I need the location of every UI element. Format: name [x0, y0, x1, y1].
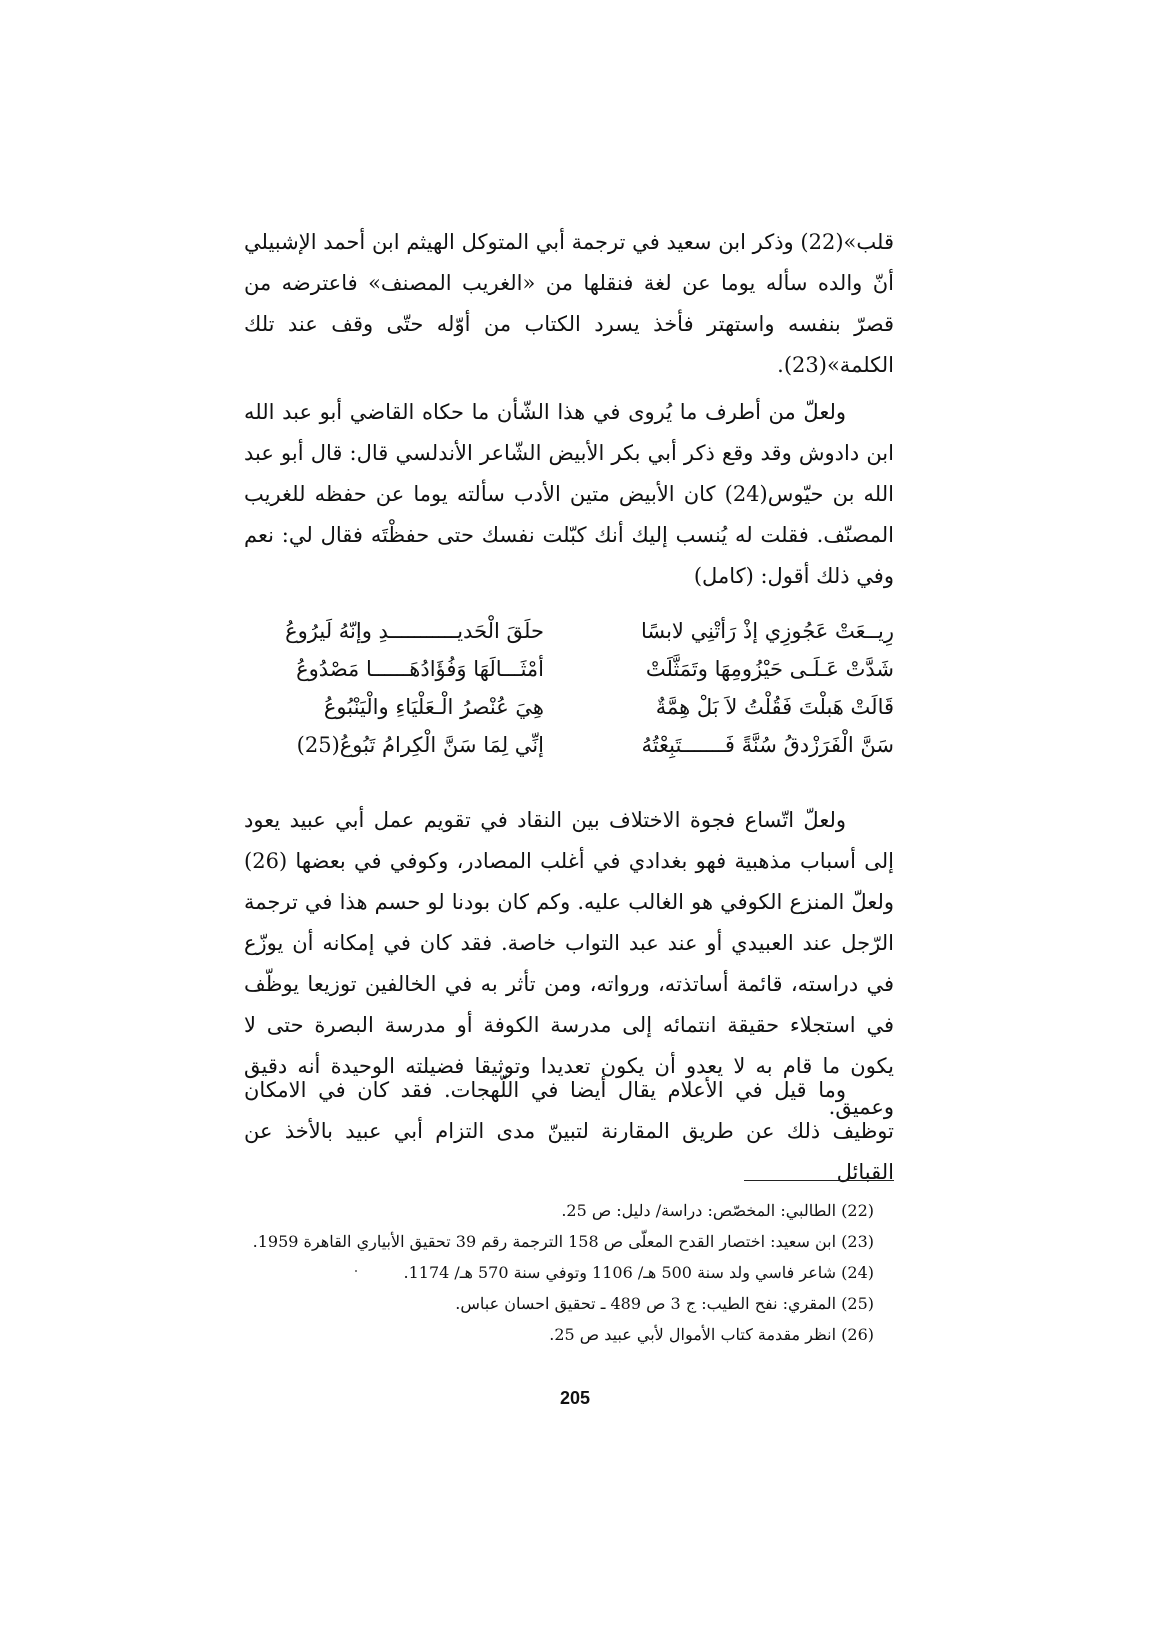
- poem-verse: [244, 612, 894, 650]
- verse-second-hemistich: أمْثَـــالَهَا وَفُؤَادُهَــــــا مَصْدُوعُ: [296, 657, 544, 681]
- paragraph-2: [244, 392, 894, 597]
- poem-verse: [244, 688, 894, 726]
- poem-verse: [244, 726, 894, 764]
- poem-verse: [244, 650, 894, 688]
- verse-first-hemistich: شَدَّتْ عَـلَـى حَيْزُومِهَا وتَمَثَّلَتْ: [645, 657, 894, 681]
- poem-block: [244, 612, 894, 764]
- verse-first-hemistich: رِيــعَتْ عَجُوزِي إذْ رَأتْنِي لابسًا: [640, 619, 894, 643]
- footnote-item: (25) المقري: نفح الطيب: ج 3 ص 489 ـ تحقيق احسان عباس.: [455, 1294, 874, 1313]
- page-number: 205: [559, 1388, 591, 1408]
- footnote-item: (23) ابن سعيد: اختصار القدح المعلّى ص 158 الترجمة رقم 39 تحقيق الأبياري القاهرة 1959.: [252, 1232, 874, 1251]
- footnote-item: (22) الطالبي: المخصّص: دراسة/ دليل: ص 25.: [561, 1201, 874, 1220]
- verse-first-hemistich: سَنَّ الْفَرَزْدقُ سُنَّةً فَـــــــتَبِعْتُهُ: [641, 733, 894, 757]
- verse-second-hemistich: إنِّي لِمَا سَنَّ الْكِرامُ تَبُوعُ(25): [296, 733, 544, 757]
- paragraph-2-text: ولعلّ من أطرف ما يُروى في هذا الشّأن ما حكاه القاضي أبو عبد الله ابن دادوش وقد وقع ذكر أبي بكر الأبيض الشّاعر الأندلسي قال: قال أبو عبد الله بن حيّوس(24) كان الأبيض متين الأدب سألته يوما عن حفظه للغريب المصنّف. فقلت له يُنسب إليك أنك كبّلت نفسك حتى حفظْتَه فقال لي: نعم وفي ذلك أقول: (كامل): [244, 400, 894, 588]
- paragraph-3-text: ولعلّ اتّساع فجوة الاختلاف بين النقاد في تقويم عمل أبي عبيد يعود إلى أسباب مذهبية فهو بغدادي في أغلب المصادر، وكوفي في بعضها (26) ولعلّ المنزع الكوفي هو الغالب عليه. وكم كان بودنا لو حسم هذا في ترجمة الرّجل عند العبيدي أو عند عبد التواب خاصة. فقد كان في إمكانه أن يوزّع في دراسته، قائمة أساتذته، ورواته، ومن تأثر به في الخالفين توزيعا يوظّف في استجلاء حقيقة انتمائه إلى مدرسة الكوفة أو مدرسة البصرة حتى لا يكون ما قام به لا يعدو أن يكون تعديدا وتوثيقا فضيلته الوحيدة أنه دقيق وعميق.: [244, 808, 894, 1119]
- paragraph-4: [244, 1070, 894, 1193]
- verse-second-hemistich: حلَقَ الْحَديـــــــــــدِ وإنّهُ لَيرُوعُ: [285, 619, 544, 643]
- verse-first-hemistich: قَالَتْ هَبلْتَ فَقُلْتُ لاَ بَلْ هِمَّةٌ: [655, 695, 894, 719]
- paragraph-4-text: وما قيل في الأعلام يقال أيضا في اللّهجات. فقد كان في الامكان توظيف ذلك عن طريق المقارنة لتبينّ مدى التزام أبي عبيد بالأخذ عن القبائل: [244, 1078, 894, 1184]
- footnote-divider: [744, 1180, 894, 1181]
- footnotes: [244, 1195, 894, 1350]
- paragraph-1-text: قلب»(22) وذكر ابن سعيد في ترجمة أبي المتوكل الهيثم ابن أحمد الإشبيلي أنّ والده سأله يوما عن لغة فنقلها من «الغريب المصنف» فاعترضه من قصرّ بنفسه واستهتر فأخذ يسرد الكتاب من أوّله حتّى وقف عند تلك الكلمة»(23).: [244, 230, 894, 377]
- scan-speck: [355, 1270, 357, 1272]
- footnote-item: (26) انظر مقدمة كتاب الأموال لأبي عبيد ص 25.: [549, 1325, 874, 1344]
- verse-second-hemistich: هِيَ عُنْصرُ الْـعَلْيَاءِ والْيَنْبُوعُ: [323, 695, 544, 719]
- paragraph-1: [244, 222, 894, 386]
- footnote-item: (24) شاعر فاسي ولد سنة 500 هـ/ 1106 وتوفي سنة 570 هـ/ 1174.: [403, 1263, 874, 1282]
